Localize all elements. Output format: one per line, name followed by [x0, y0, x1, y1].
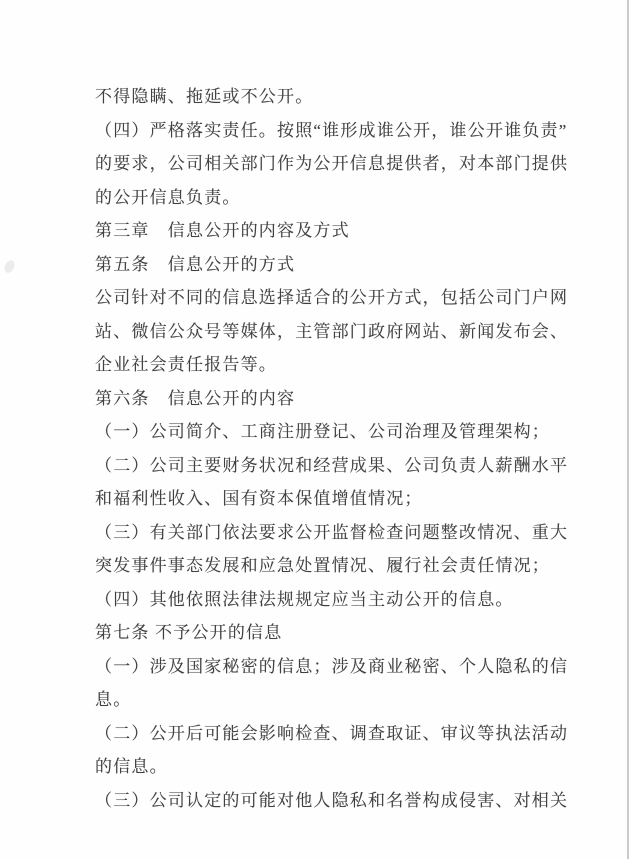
- scan-smudge-artifact: [3, 259, 16, 274]
- article-heading: 第五条 信息公开的方式: [95, 254, 296, 274]
- document-line: （二）公开后可能会影响检查、调查取证、审议等执法活动: [95, 723, 569, 743]
- document-line: （三）有关部门依法要求公开监督检查问题整改情况、重大: [95, 522, 569, 542]
- document-line: （三）公司认定的可能对他人隐私和名誉构成侵害、对相关: [95, 790, 569, 810]
- document-line: 站、微信公众号等媒体，主管部门政府网站、新闻发布会、: [95, 321, 569, 341]
- document-line: 公司针对不同的信息选择适合的公开方式，包括公司门户网: [95, 288, 569, 307]
- document-line: （二）公司主要财务状况和经营成果、公司负责人薪酬水平: [95, 455, 569, 475]
- document-line: （四）其他依照法律法规规定应当主动公开的信息。: [95, 589, 514, 609]
- document-line: 企业社会责任报告等。: [95, 355, 277, 374]
- document-line: （一）公司简介、工商注册登记、公司治理及管理架构；: [95, 422, 550, 441]
- document-line: 的信息。: [95, 757, 168, 776]
- document-line: 突发事件事态发展和应急处置情况、履行社会责任情况；: [95, 556, 550, 575]
- document-line: 和福利性收入、国有资本保值增值情况；: [95, 489, 423, 508]
- chapter-heading: 第三章 信息公开的内容及方式: [95, 221, 350, 240]
- document-line: 息。: [95, 690, 132, 709]
- document-line: 不得隐瞒、拖延或不公开。: [95, 87, 314, 106]
- document-line: 的公开信息负责。: [95, 187, 241, 207]
- article-heading: 第七条 不予公开的信息: [95, 623, 283, 642]
- article-heading: 第六条 信息公开的内容: [95, 388, 296, 408]
- document-line: 的要求，公司相关部门作为公开信息提供者，对本部门提供: [95, 154, 569, 173]
- page-right-edge-line: [627, 0, 629, 859]
- document-line: （一）涉及国家秘密的信息；涉及商业秘密、个人隐私的信: [95, 656, 569, 676]
- document-line: （四）严格落实责任。按照“谁形成谁公开，谁公开谁负责”: [95, 120, 568, 140]
- document-text-block: [95, 80, 595, 817]
